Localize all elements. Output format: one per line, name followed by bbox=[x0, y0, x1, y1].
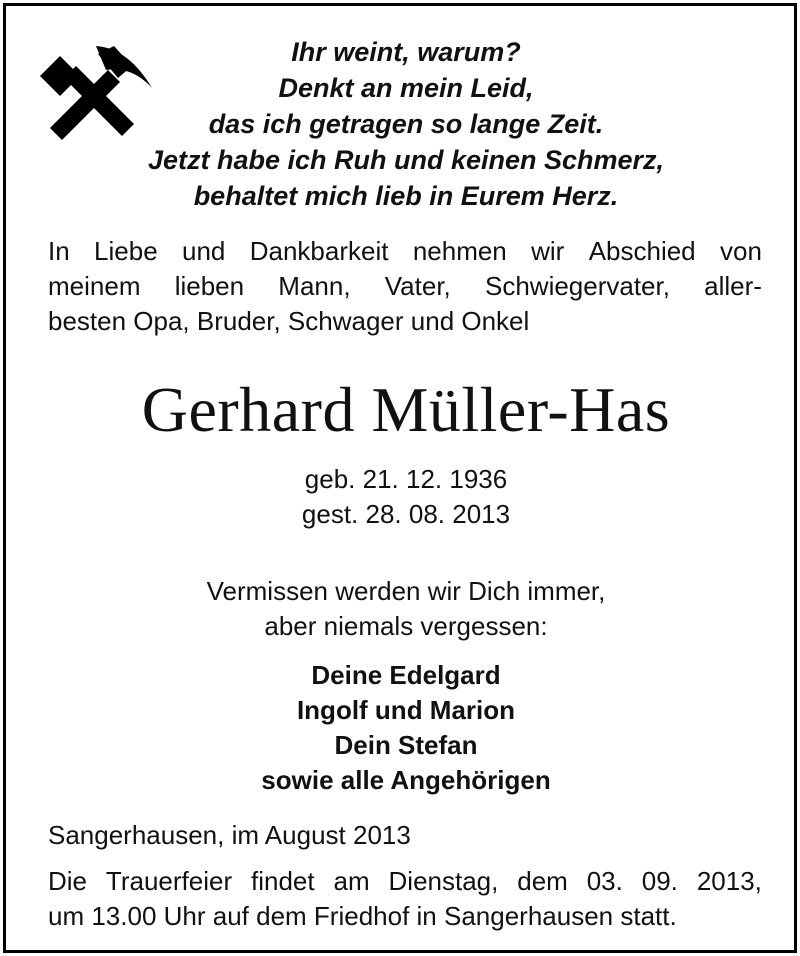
word: und bbox=[182, 236, 226, 266]
poem-line: Ihr weint, warum? bbox=[291, 37, 521, 67]
birth-date: geb. 21. 12. 1936 bbox=[304, 464, 508, 494]
word: Dankbarkeit bbox=[249, 236, 389, 266]
intro-line bbox=[48, 234, 762, 269]
word: 2013, bbox=[696, 866, 762, 896]
intro-line bbox=[48, 269, 762, 304]
word: von bbox=[720, 236, 762, 266]
place-and-date: Sangerhausen, im August 2013 bbox=[48, 820, 411, 850]
signer: Deine Edelgard bbox=[311, 660, 501, 690]
word: Dienstag, bbox=[388, 866, 499, 896]
word: findet bbox=[251, 866, 315, 896]
word: Mann, bbox=[278, 271, 351, 301]
word: nehmen bbox=[412, 236, 507, 266]
word: lieben bbox=[174, 271, 245, 301]
word: Schwiegervater, bbox=[484, 271, 670, 301]
poem-line: behaltet mich lieb in Eurem Herz. bbox=[193, 181, 619, 211]
word: Trauerfeier bbox=[105, 866, 233, 896]
intro-text bbox=[48, 234, 762, 339]
signers-list bbox=[6, 658, 800, 798]
word: Abschied bbox=[588, 236, 696, 266]
word: Liebe bbox=[94, 236, 158, 266]
word: 03. bbox=[586, 866, 623, 896]
signer: Ingolf und Marion bbox=[296, 695, 516, 725]
poem bbox=[116, 34, 696, 214]
death-date: gest. 28. 08. 2013 bbox=[301, 499, 511, 529]
word: 09. bbox=[641, 866, 678, 896]
intro-line: besten Opa, Bruder, Schwager und Onkel bbox=[48, 306, 530, 336]
poem-line: Denkt an mein Leid, bbox=[278, 73, 534, 103]
signer: Dein Stefan bbox=[334, 730, 478, 760]
remembrance-line: Vermissen werden wir Dich immer, bbox=[206, 576, 606, 606]
word: Die bbox=[48, 866, 88, 896]
word: aller- bbox=[704, 271, 762, 301]
remembrance-line: aber niemals vergessen: bbox=[264, 611, 548, 641]
word: wir bbox=[531, 236, 565, 266]
poem-line: Jetzt habe ich Ruh und keinen Schmerz, bbox=[147, 145, 665, 175]
word: am bbox=[333, 866, 370, 896]
remembrance-text bbox=[6, 574, 800, 644]
word: meinem bbox=[48, 271, 141, 301]
funeral-line bbox=[48, 864, 762, 899]
funeral-line: um 13.00 Uhr auf dem Friedhof in Sangerhausen statt. bbox=[48, 901, 677, 931]
life-dates bbox=[6, 462, 800, 532]
funeral-info bbox=[48, 864, 762, 934]
signer: sowie alle Angehörigen bbox=[261, 765, 551, 795]
poem-line: das ich getragen so lange Zeit. bbox=[208, 109, 604, 139]
deceased-name: Gerhard Müller-Has bbox=[141, 374, 671, 445]
word: Vater, bbox=[384, 271, 451, 301]
word: In bbox=[48, 236, 70, 266]
word: dem bbox=[517, 866, 568, 896]
obituary-notice bbox=[3, 3, 797, 953]
